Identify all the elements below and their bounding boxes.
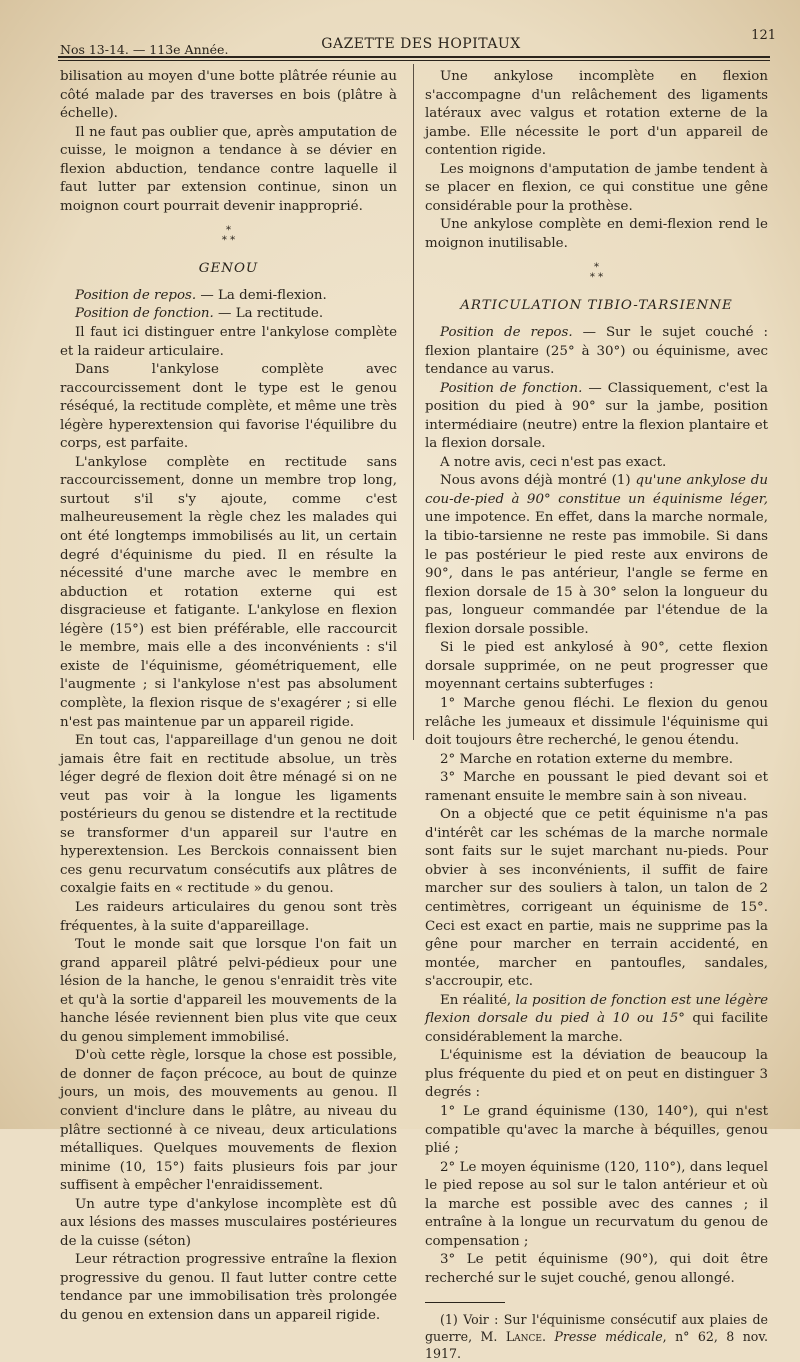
paragraph: Leur rétraction progressive entraîne la flexion progressive du genou. Il faut lutter contre cette tendance par une immobilisation très prolongée du genou en extension dans un appareil rigide. [60,1252,397,1323]
rest-text: — Sur le sujet couché : flexion plantaire (25° à 30°) ou équinisme, avec tendance au varus. [425,325,768,378]
footnote-author: Lance [505,1329,543,1345]
page-header [60,28,782,58]
function-position [425,380,768,454]
issue-number: Nos 13-14. — 113e Année. [60,42,229,57]
asterism-top: * [594,262,599,274]
function-label: Position de fonction. [75,306,214,322]
list-item: 3° Le petit équinisme (90°), qui doit être recherché sur le sujet couché, genou allongé. [425,1252,768,1286]
rest-text: — La demi-flexion. [196,287,327,303]
list-item: 3° Marche en poussant le pied devant soi et ramenant ensuite le membre sain à son niveau. [425,770,768,804]
p5-emphasis: qu'une ankylose du cou-de-pied à 90° constitue un équinisme léger, [425,473,769,507]
list-item: 1° Marche genou fléchi. Le flexion du genou relâche les jumeaux et dissimule l'équinisme qui doit toujours être recherché, le genou étendu. [425,695,768,749]
paragraph: Une ankylose incomplète en flexion s'accompagne d'un relâchement des ligaments latéraux avec valgus et rotation externe de la jambe. Elle nécessite le port d'un appareil de contention rigide. [425,69,768,159]
footnote-mid: . [542,1329,555,1345]
paragraph: En tout cas, l'appareillage d'un genou ne doit jamais être fait en rectitude absolue, un très léger degré de flexion doit être ménagé si on ne veut pas voir à la longue les ligaments postérieurs du genou se distendre et la rectitude se transformer d'un appareil sur l'autre en hyperextension. Les Berckois connaissent bien ces genu recurvatum consécutifs aux plâtres de coxalgie faits en « rectitude » du genou. [60,733,397,897]
asterism-bottom: * * [589,272,604,284]
header-rule-thin [58,60,770,61]
paragraph: Il ne faut pas oublier que, après amputation de cuisse, le moignon a tendance à se dévier en flexion abduction, tendance contre laquelle il faut lutter par extension continue, sinon un moignon court pourrait devenir inapproprié. [60,124,397,214]
rest-label: Position de repos. [440,325,573,341]
function-label: Position de fonction. [440,380,583,396]
paragraph [425,992,768,1048]
paragraph: Les moignons d'amputation de jambe tendent à se placer en flexion, ce qui constitue une gêne considérable pour la prothèse. [425,161,768,214]
list-item: 2° Marche en rotation externe du membre. [440,751,734,767]
p8-end: qui facilite considérablement la marche. [425,1011,768,1045]
p8-start: En réalité, [440,992,516,1008]
paragraph: L'équinisme est la déviation de beaucoup la plus fréquente du pied et on peut en distinguer 3 degrés : [425,1048,768,1101]
function-text: — Classiquement, c'est la position du pied à 90° sur la jambe, position intermédiaire (neutre) entre la flexion plantaire et la flexion dorsale. [425,380,768,452]
page-number: 121 [751,28,776,43]
paragraph: bilisation au moyen d'une botte plâtrée réunie au côté malade par des traverses en bois (plâtre à échelle). [60,69,397,122]
paragraph [425,472,768,639]
paragraph: Tout le monde sait que lorsque l'on fait un grand appareil plâtré pelvi-pédieux pour une lésion de la hanche, le genou s'enraidit très vite et qu'à la sortie d'appareil les mouvements de la hanche lésée reviennent bien plus vite que ceux du genou simplement immobilisé. [60,937,397,1045]
journal-title: GAZETTE DES HOPITAUX [321,36,521,52]
footnote-start: (1) Voir : Sur l'équinisme consécutif aux plaies de guerre, M. [425,1312,768,1345]
section-separator [425,263,768,283]
paragraph: L'ankylose complète en rectitude sans raccourcissement, donne un membre trop long, surtout s'il s'y ajoute, comme c'est malheureusement la règle chez les malades qui ont été longtemps immobilisés au lit, un certain degré d'équinisme du pied. Il en résulte la nécessité d'une marche avec le membre en abduction et rotation externe qui est disgracieuse et fatigante. L'ankylose en flexion légère (15°) est bien préférable, elle raccourcit le membre, mais elle a des inconvénients : s'il existe de l'équinisme, géométriquement, elle l'augmente ; si l'ankylose n'est pas absolument complète, la flexion risque de s'exagérer ; si elle n'est pas maintenue par un appareil rigide. [60,454,397,730]
function-position [60,305,397,324]
section-title-genou: GENOU [198,261,259,277]
function-text: — La rectitude. [213,306,324,322]
paragraph: A notre avis, ceci n'est pas exact. [440,454,667,470]
p5-end: une impotence. En effet, dans la marche normale, la tibio-tarsienne ne reste pas immobile. Si dans le pas postérieur le pied reste aux environs de 90°, dans le pas antérieur, l'angle se ferme en flexion dorsale de 15 à 30° selon la longueur du pas, longueur commandée par l'étendue de la flexion dorsale possible. [425,510,768,637]
paragraph: Une ankylose complète en demi-flexion rend le moignon inutilisable. [425,217,768,251]
paragraph: Il faut ici distinguer entre l'ankylose complète et la raideur articulaire. [60,325,397,359]
section-title-tibio-tarsienne: ARTICULATION TIBIO-TARSIENNE [460,298,733,314]
asterism-bottom: * * [221,235,236,247]
footnote-journal: Presse médicale [554,1329,663,1345]
left-column [60,68,397,1326]
paragraph: Les raideurs articulaires du genou sont très fréquentes, à la suite d'appareillage. [60,899,397,934]
list-item: 1° Le grand équinisme (130, 140°), qui n'est compatible qu'avec la marche à béquilles, genou plié ; [425,1103,768,1157]
footnote-end: , n° 62, 8 nov. 1917. [425,1329,769,1362]
p5-start: Nous avons déjà montré (1) [440,473,636,489]
rest-position [425,324,768,380]
footnote-rule [425,1302,505,1303]
p8-emphasis: la position de fonction est une légère flexion dorsale du pied à 10 ou 15° [425,992,768,1027]
paragraph: D'où cette règle, lorsque la chose est possible, de donner de façon précoce, au bout de quinze jours, un mois, des mouvements au genou. Il convient d'inclure dans le plâtre, au niveau du plâtre sectionné à ce niveau, deux articulations métalliques. Quelques mouvements de flexion minime (10, 15°) faits plusieurs fois par jour suffisent à empêcher l'enraidissement. [60,1048,397,1194]
list-item: 2° Le moyen équinisme (120, 110°), dans lequel le pied repose au sol sur le talon antérieur et où la marche est possible avec des cannes ; il entraîne à la longue un recurvatum du genou de compensation ; [425,1159,768,1249]
paragraph: Dans l'ankylose complète avec raccourcissement dont le type est le genou réséqué, la rectitude complète, et même une très légère hyperextension qui favorise l'équilibre du corps, est parfaite. [60,362,397,452]
header-rule [58,56,770,58]
footnote [425,1311,768,1362]
asterism-top: * [226,225,231,237]
section-separator [60,226,397,246]
paragraph: Si le pied est ankylosé à 90°, cette flexion dorsale supprimée, on ne peut progresser que moyennant certains subterfuges : [425,640,768,693]
paragraph: On a objecté que ce petit équinisme n'a pas d'intérêt car les schémas de la marche normale sont faits sur le sujet marchant nu-pieds. Pour obvier à ses inconvénients, il suffit de faire marcher sur des souliers à talon, un talon de 2 centimètres, corrigeant un équinisme de 15°. Ceci est exact en partie, mais ne supprime pas la gêne pour marcher en terrain accidenté, en montée, marcher en pantoufles, sandales, s'accroupir, etc. [425,807,768,990]
rest-label: Position de repos. [75,287,197,303]
paragraph: Un autre type d'ankylose incomplète est dû aux lésions des masses musculaires postérieures de la cuisse (séton) [60,1196,397,1249]
rest-position [60,287,397,306]
column-divider [413,64,414,740]
right-column [425,68,768,1362]
